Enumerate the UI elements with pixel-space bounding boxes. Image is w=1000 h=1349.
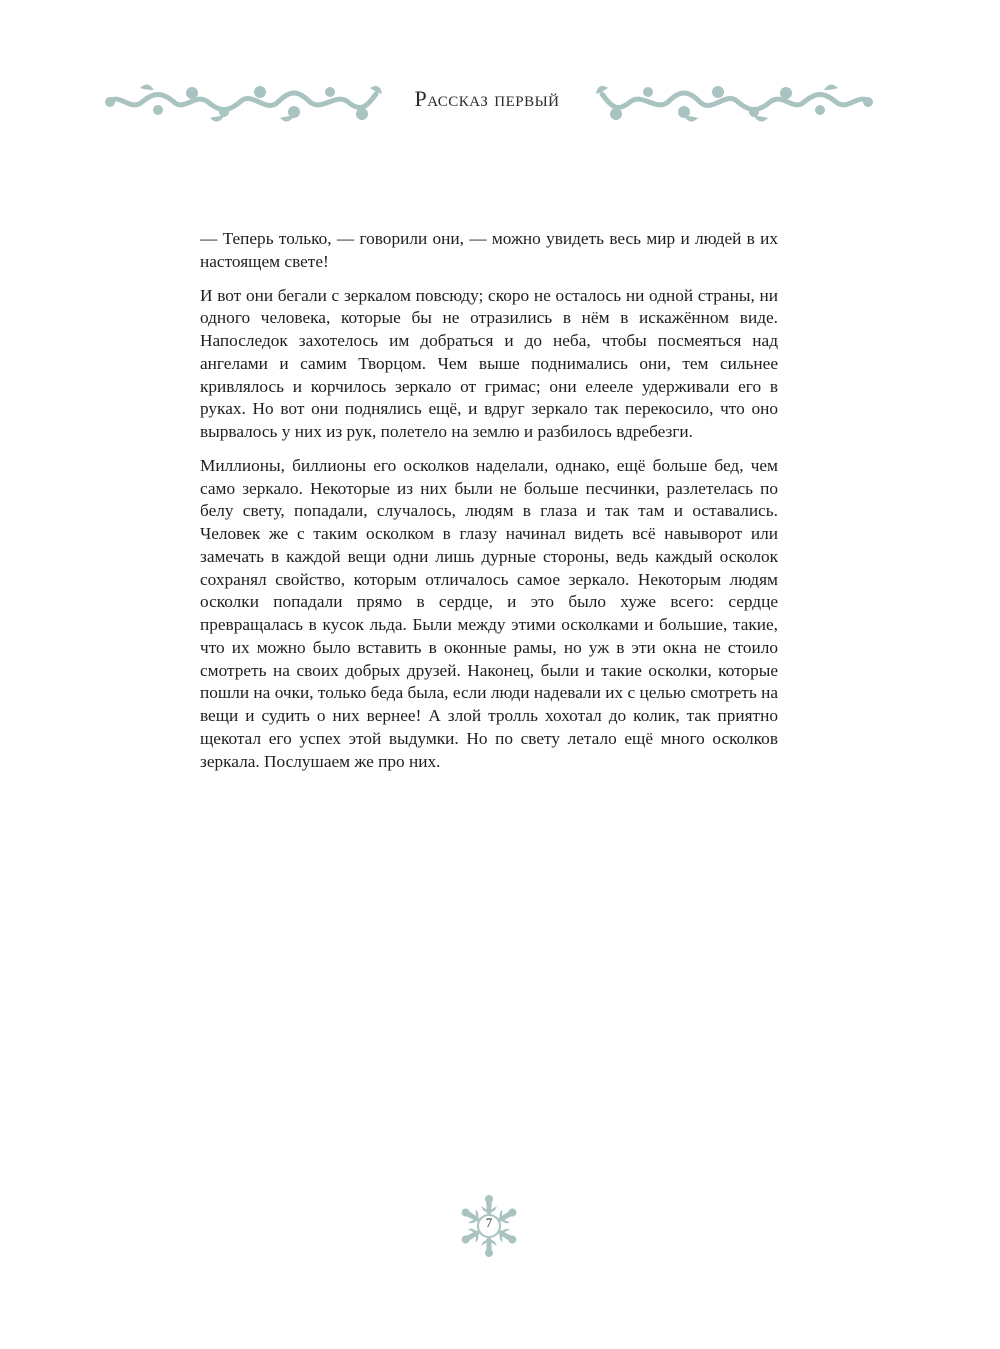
scroll-ornament-icon xyxy=(100,78,385,130)
paragraph: Миллионы, биллионы его осколков наделали, однако, ещё больше бед, чем само зеркало. Некоторые из них были не больше песчинки, разлетелась по белу свету, попадали, случалось, людям в глаза и так там и оставались. Человек же с таким осколком в глазу начинал видеть всё навыворот или замечать в каждой вещи одни лишь дурные стороны, ведь каждый осколок сохранял свойство, которым отличалось самое зеркало. Некоторым людям осколки попадали прямо в сердце, и это было хуже всего: сердце превращалась в кусок льда. Были между этими осколками и большие, такие, что их можно было вставить в оконные рамы, но уж в эти окна не стоило смотреть на своих добрых друзей. Наконец, были и такие осколки, которые пошли на очки, только беда была, если люди надевали их с целью смотреть на вещи и судить о них вернее! А злой тролль хохотал до колик, так приятно щекотал его успех этой выдумки. Но по свету летало ещё много осколков зеркала. Послушаем же про них. xyxy=(200,455,778,771)
running-header xyxy=(100,78,880,130)
page-folio xyxy=(458,1195,520,1257)
body-text xyxy=(200,228,778,784)
page-number: 7 xyxy=(485,1215,493,1230)
scroll-ornament-icon xyxy=(593,78,878,130)
paragraph: — Теперь только, — говорили они, — можно увидеть весь мир и людей в их настоящем свете! xyxy=(200,229,778,271)
paragraph: И вот они бегали с зеркалом повсюду; скоро не осталось ни одной страны, ни одного человека, которые бы не отразились в нём в искажённом виде. Напоследок захотелось им добраться и до неба, чтобы посмеяться над ангелами и самим Творцом. Чем выше поднимались они, тем сильнее кривлялось и корчилось зеркало от гримас; они елееле удерживали его в руках. Но вот они поднялись ещё, и вдруг зеркало так перекосило, что оно вырвалось у них из рук, полетело на землю и разбилось вдребезги. xyxy=(200,285,778,441)
chapter-title: Рассказ первый xyxy=(414,86,560,111)
